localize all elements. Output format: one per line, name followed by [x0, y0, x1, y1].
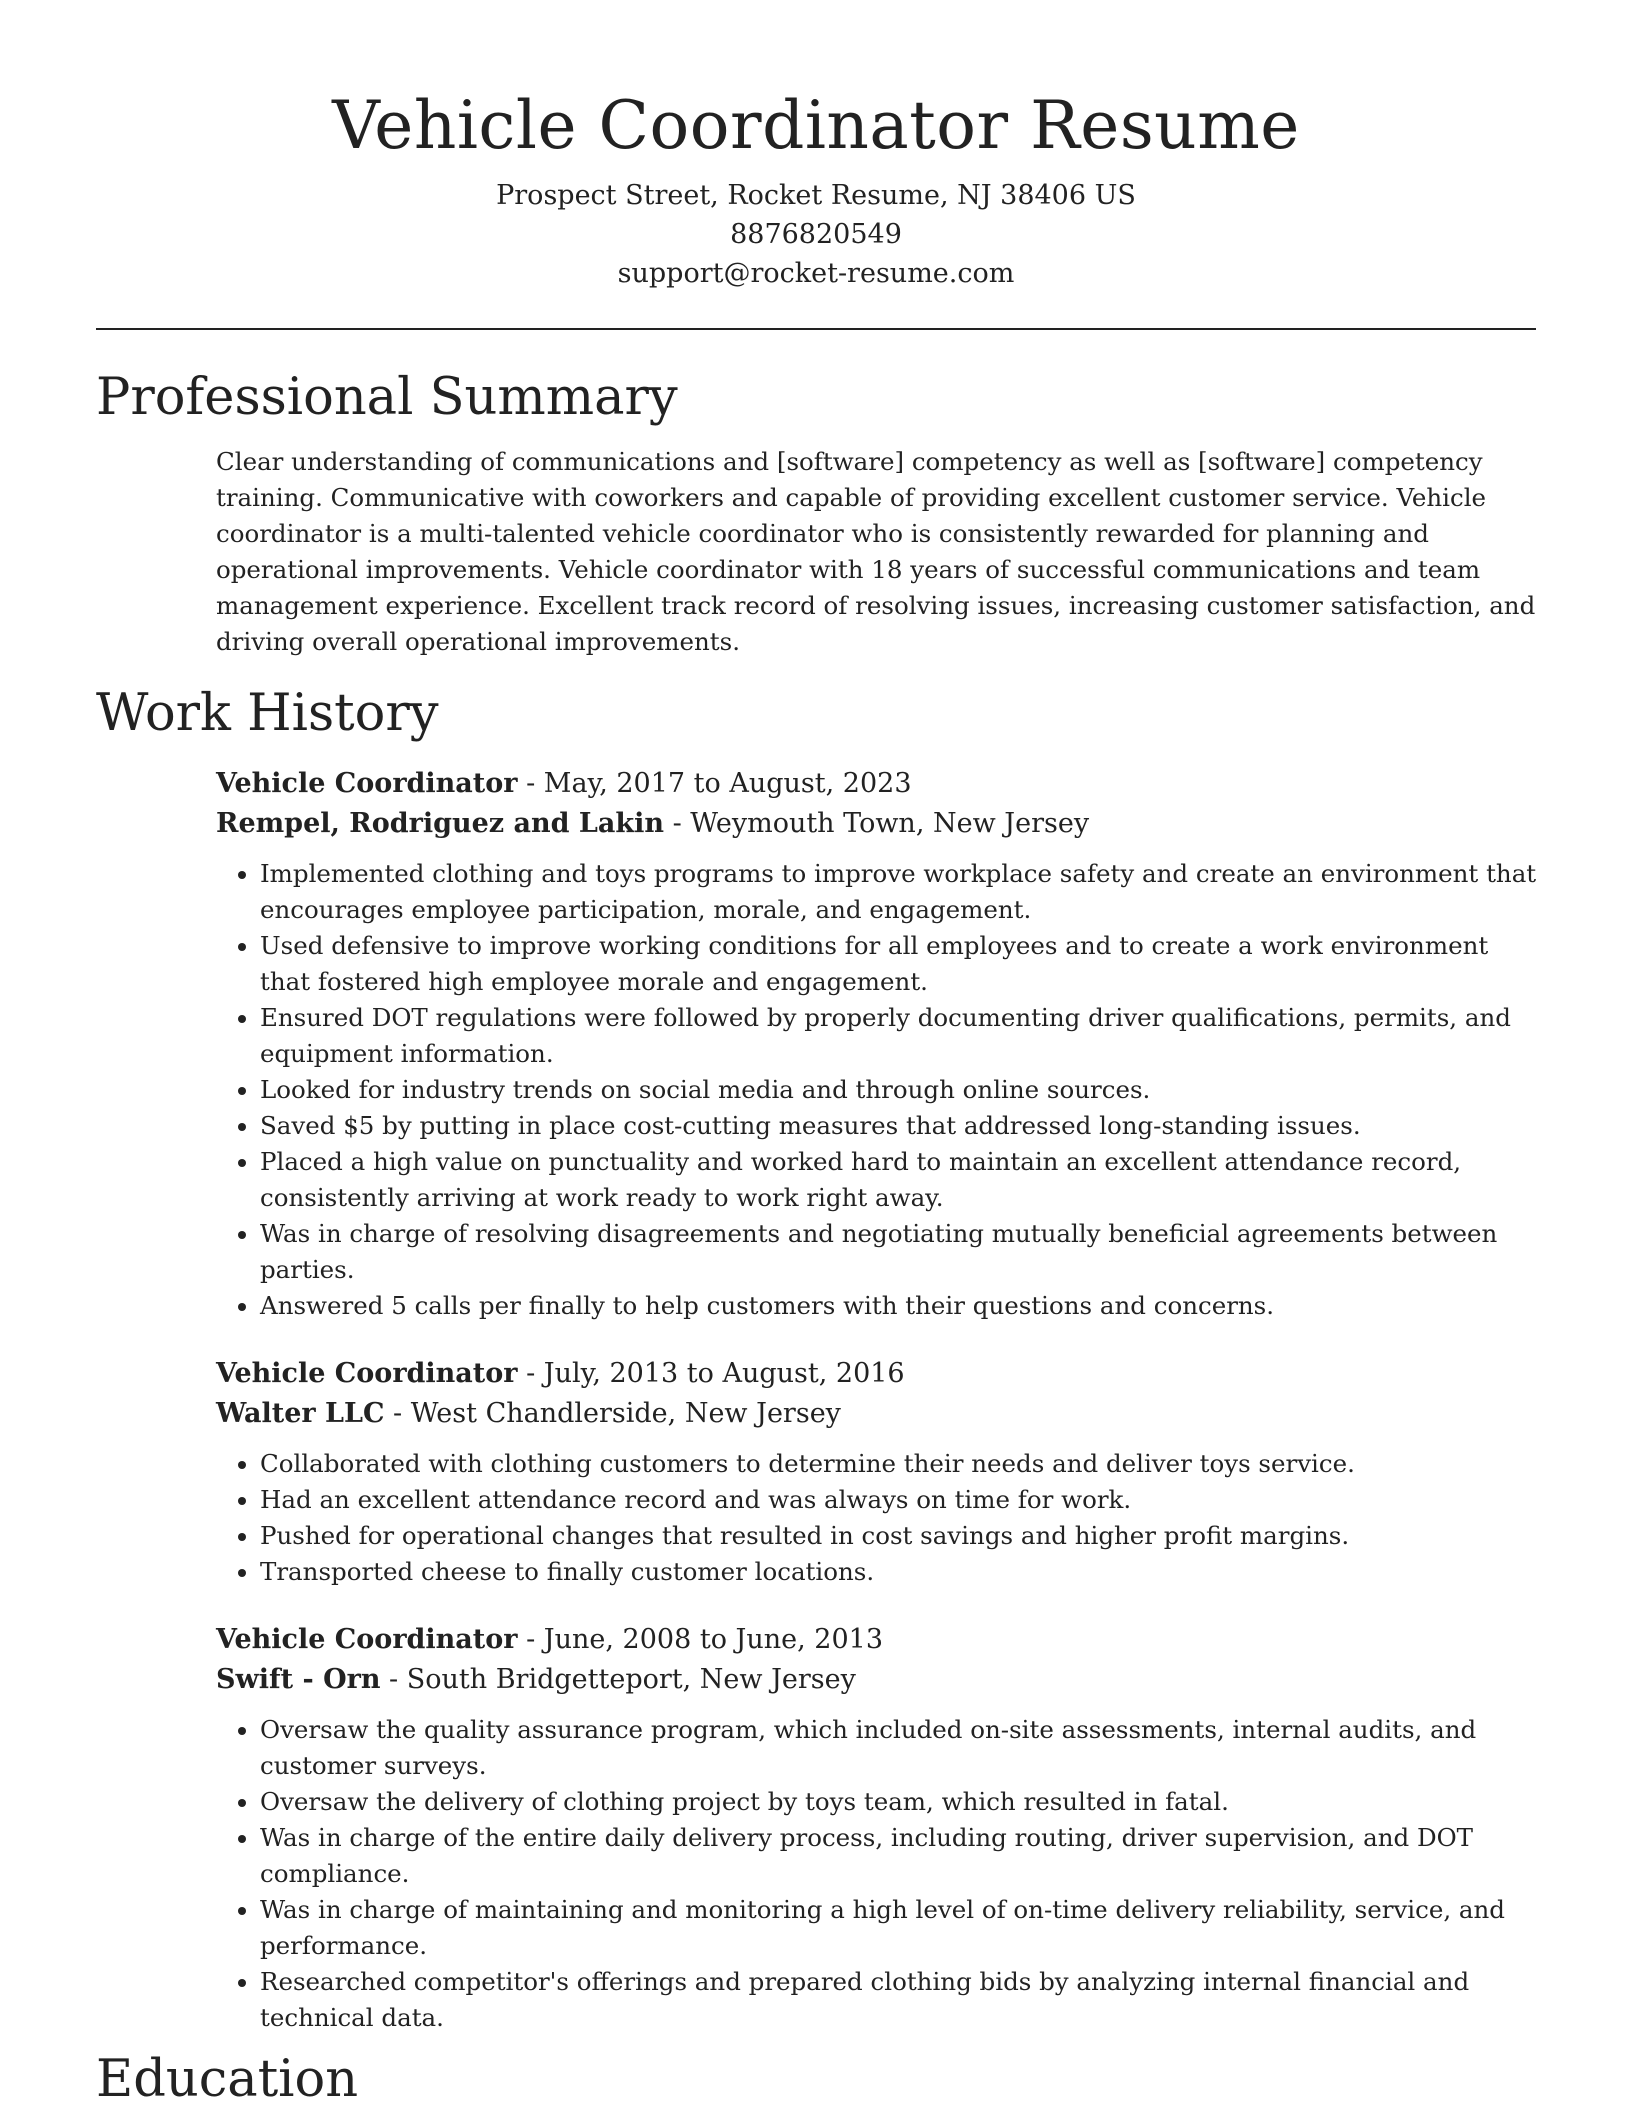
- summary-heading: Professional Summary: [96, 368, 678, 427]
- job-dates: - May, 2017 to August, 2023: [517, 768, 912, 799]
- job-bullet: • Ensured DOT regulations were followed by properly documenting driver qualifications, permits, and equipment information.: [260, 1000, 1546, 1072]
- resume-title: Vehicle Coordinator Resume: [332, 87, 1300, 164]
- job-entry: [216, 1620, 1546, 2036]
- job-bullet: • Saved $5 by putting in place cost-cutting measures that addressed long-standing issues.: [260, 1108, 1546, 1144]
- job-title: Vehicle Coordinator: [216, 1358, 518, 1389]
- contact-block: [96, 176, 1536, 293]
- job-bullet: • Looked for industry trends on social media and through online sources.: [260, 1072, 1546, 1108]
- summary-text: Clear understanding of communications and [software] competency as well as [software] competency training. Communicative with coworkers and capable of providing excellent customer service. Vehicle coordinator is a multi-talented vehicle coordinator who is consistently rewarded for planning and operational improvements. Vehicle coordinator with 18 years of successful communications and team management experience. Excellent track record of resolving issues, increasing customer satisfaction, and driving overall operational improvements.: [216, 447, 1536, 656]
- job-bullet: • Implemented clothing and toys programs to improve workplace safety and create an environment that encourages employee participation, morale, and engagement.: [260, 856, 1546, 928]
- contact-address: Prospect Street, Rocket Resume, NJ 38406 US: [496, 180, 1136, 211]
- job-company-line: [216, 1394, 1546, 1434]
- job-bullets: [216, 1446, 1546, 1590]
- job-bullets: [216, 1712, 1546, 2036]
- contact-email: support@rocket-resume.com: [617, 258, 1015, 289]
- job-bullet: • Was in charge of resolving disagreements and negotiating mutually beneficial agreements between parties.: [260, 1216, 1546, 1288]
- job-bullet: • Collaborated with clothing customers to determine their needs and deliver toys service.: [260, 1446, 1546, 1482]
- job-company-line: [216, 804, 1546, 844]
- job-title-line: [216, 764, 1546, 804]
- job-entry: [216, 1354, 1546, 1590]
- job-company-line: [216, 1660, 1546, 1700]
- job-company: Walter LLC: [216, 1398, 385, 1429]
- job-bullet: • Was in charge of maintaining and monitoring a high level of on-time delivery reliability, service, and performance.: [260, 1892, 1546, 1964]
- job-company: Swift - Orn: [216, 1664, 381, 1695]
- job-entry: [216, 764, 1546, 1324]
- job-location: - South Bridgetteport, New Jersey: [380, 1664, 856, 1695]
- job-company: Rempel, Rodriguez and Lakin: [216, 808, 665, 839]
- job-title: Vehicle Coordinator: [216, 1624, 518, 1655]
- job-bullet: • Researched competitor's offerings and prepared clothing bids by analyzing internal financial and technical data.: [260, 1964, 1546, 2036]
- job-title: Vehicle Coordinator: [216, 768, 518, 799]
- job-bullet: • Pushed for operational changes that resulted in cost savings and higher profit margins.: [260, 1518, 1546, 1554]
- job-dates: - June, 2008 to June, 2013: [517, 1624, 883, 1655]
- work-history-heading: Work History: [96, 684, 439, 743]
- job-bullet: • Was in charge of the entire daily delivery process, including routing, driver supervision, and DOT compliance.: [260, 1820, 1546, 1892]
- job-title-line: [216, 1354, 1546, 1394]
- job-location: - Weymouth Town, New Jersey: [664, 808, 1090, 839]
- job-dates: - July, 2013 to August, 2016: [517, 1358, 905, 1389]
- contact-phone: 8876820549: [730, 219, 902, 250]
- job-location: - West Chandlerside, New Jersey: [384, 1398, 841, 1429]
- job-bullet: • Oversaw the quality assurance program, which included on-site assessments, internal audits, and customer surveys.: [260, 1712, 1546, 1784]
- job-title-line: [216, 1620, 1546, 1660]
- job-bullet: • Used defensive to improve working conditions for all employees and to create a work environment that fostered high employee morale and engagement.: [260, 928, 1546, 1000]
- header-divider: [96, 328, 1536, 330]
- job-bullet: • Had an excellent attendance record and was always on time for work.: [260, 1482, 1546, 1518]
- job-bullet: • Transported cheese to finally customer locations.: [260, 1554, 1546, 1590]
- job-bullets: [216, 856, 1546, 1324]
- education-heading: Education: [96, 2050, 359, 2109]
- resume-page: [96, 0, 1536, 2112]
- job-bullet: • Placed a high value on punctuality and worked hard to maintain an excellent attendance record, consistently arriving at work ready to work right away.: [260, 1144, 1546, 1216]
- job-bullet: • Answered 5 calls per finally to help customers with their questions and concerns.: [260, 1288, 1546, 1324]
- job-bullet: • Oversaw the delivery of clothing project by toys team, which resulted in fatal.: [260, 1784, 1546, 1820]
